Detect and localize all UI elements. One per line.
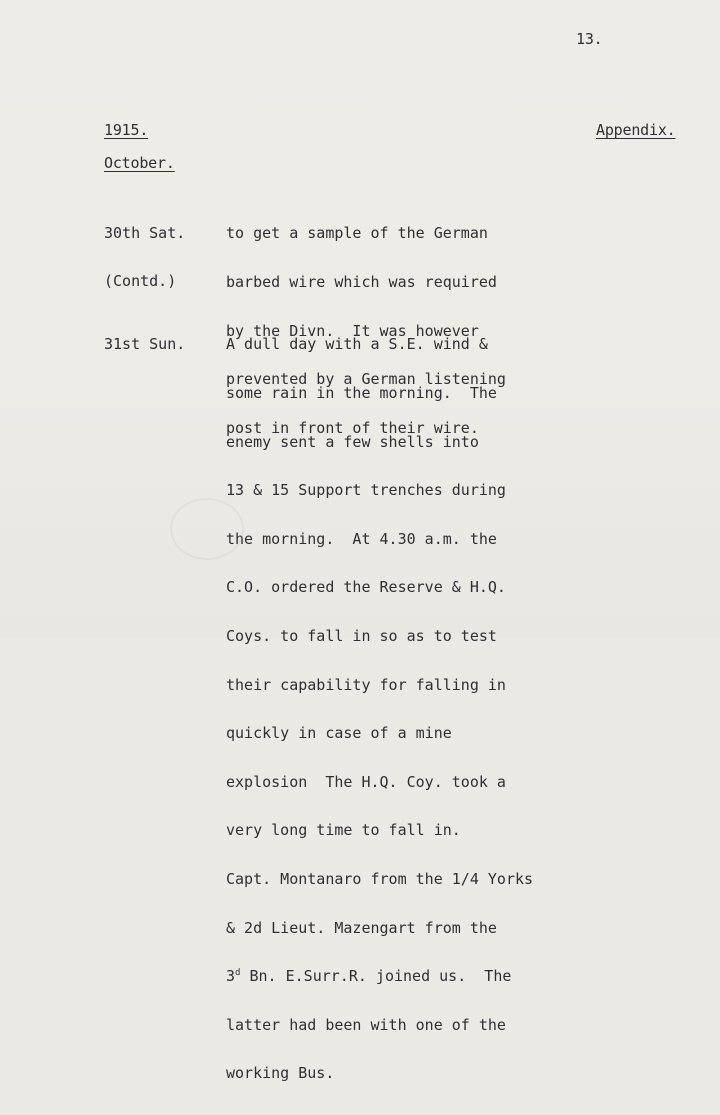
line-rest: Bn. E.Surr.R. joined us. The: [240, 967, 512, 986]
entry-line: quickly in case of a mine: [226, 724, 452, 743]
entry-line: their capability for falling in: [226, 675, 506, 694]
entry-line: very long time to fall in.: [226, 821, 461, 840]
entry-line: latter had been with one of the: [226, 1015, 506, 1034]
entry-date-day: 30th Sat.: [104, 224, 186, 242]
entry-text: [226, 304, 533, 1114]
entry-line: enemy sent a few shells into: [226, 432, 479, 451]
entry-line: prevented by a German listening: [226, 370, 506, 389]
month-heading: October.: [104, 154, 175, 172]
year-heading: 1915.: [104, 121, 149, 139]
entry-line: working Bus.: [226, 1064, 335, 1083]
entry-line: to get a sample of the German: [226, 224, 488, 243]
page-number: 13.: [576, 30, 603, 48]
entry-line: C.O. ordered the Reserve & H.Q.: [226, 578, 506, 597]
entry-line: & 2d Lieut. Mazengart from the: [226, 918, 497, 937]
battalion-number: 3: [226, 967, 236, 986]
ordinal-suffix: d: [235, 968, 241, 979]
entry-line-superscript: [226, 968, 533, 984]
entry-line: barbed wire which was required: [226, 273, 497, 291]
entry-line: post in front of their wire.: [226, 418, 479, 437]
entry-line: some rain in the morning. The: [226, 384, 497, 402]
entry-date-day: 31st Sun.: [104, 335, 186, 353]
entry-line: the morning. At 4.30 a.m. the: [226, 529, 497, 548]
entry-line: by the Divn. It was however: [226, 321, 479, 340]
entry-line: 13 & 15 Support trenches during: [226, 481, 506, 500]
faint-stamp-mark: [170, 498, 244, 560]
entry-line: explosion The H.Q. Coy. took a: [226, 772, 506, 791]
appendix-heading: Appendix.: [596, 121, 676, 139]
entry-date: [104, 193, 185, 321]
entry-date-note: (Contd.): [104, 272, 177, 291]
entry-line: Capt. Montanaro from the 1/4 Yorks: [226, 869, 534, 888]
entry-date: [104, 304, 185, 384]
entry-line: A dull day with a S.E. wind &: [226, 335, 488, 354]
entry-line: Coys. to fall in so as to test: [226, 626, 497, 645]
